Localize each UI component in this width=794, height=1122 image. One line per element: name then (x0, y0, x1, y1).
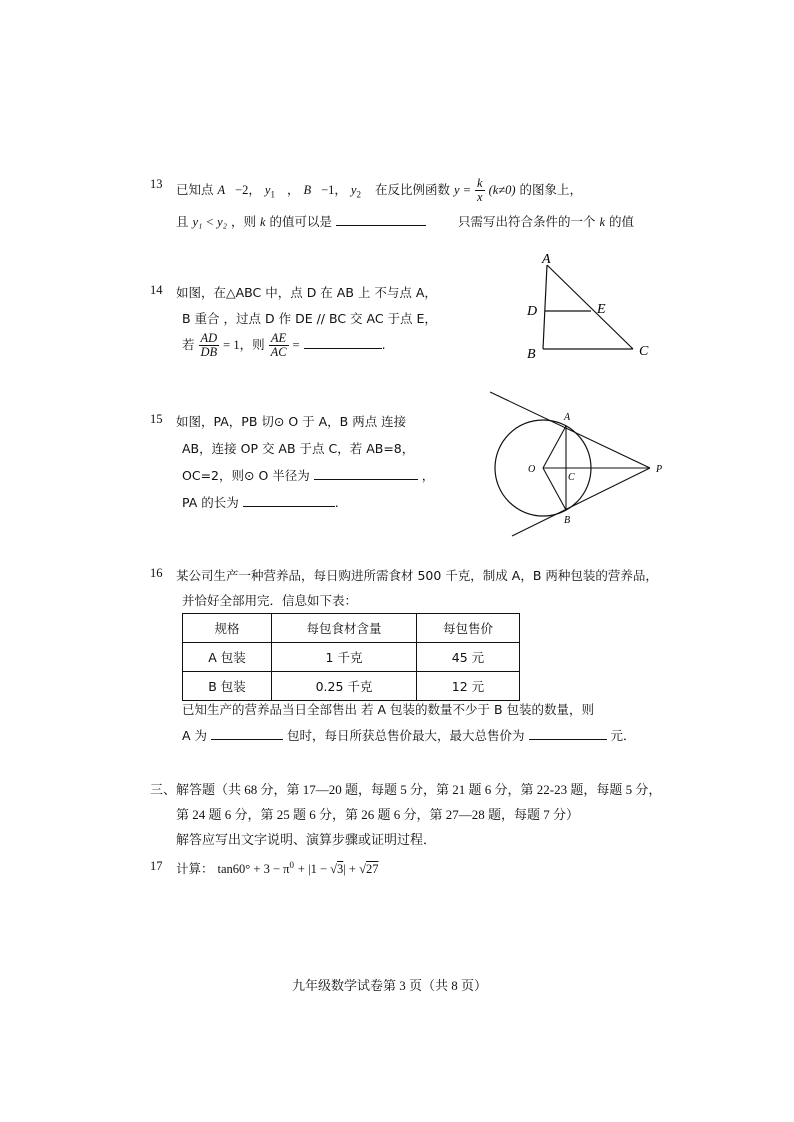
q16-text-a: A 为 (182, 728, 208, 743)
table-header-cell: 规格 (183, 614, 272, 643)
q16-text-c: 元． (610, 728, 636, 743)
q17-exponent: 0 (289, 859, 294, 870)
q14-text-if: 若 (182, 337, 195, 352)
q14-eq2: = (292, 338, 300, 352)
q15-tangent-pb (512, 468, 650, 536)
q14-triangle-figure (515, 245, 665, 365)
q13-answer-blank[interactable] (336, 213, 426, 226)
q13-k: k (259, 215, 266, 229)
q14-line1: 如图，在△ABC 中，点 D 在 AB 上 不与点 A， (176, 285, 437, 300)
q13-y2: y (350, 183, 357, 197)
q13-text-d: 且 (176, 214, 189, 229)
q16-text-b: 包时，每日所获总售价最大，最大总售价为 (287, 728, 525, 743)
q15-label-p: P (656, 464, 663, 475)
page-footer: 九年级数学试卷第 3 页（共 8 页） (292, 978, 488, 993)
q13-func-den: x (477, 190, 483, 204)
q13-inequality: y₁ < y₂ (192, 215, 227, 229)
q15-label-c: C (568, 472, 575, 483)
sqrt-icon: √ (359, 862, 366, 876)
q16-total-blank[interactable] (529, 727, 607, 740)
q13-point-b: B (303, 183, 312, 197)
q14-label-a: A (542, 252, 551, 267)
table-cell: B 包装 (183, 672, 272, 701)
q13-point-a: A (217, 183, 226, 197)
q14-frac2-den: AC (270, 345, 287, 359)
section3-instructions: 解答应写出文字说明、演算步骤或证明过程． (176, 832, 437, 847)
q14-line2: B 重合 ，过点 D 作 DE // BC 交 AC 于点 E， (182, 311, 437, 326)
q15-label-a: A (564, 412, 571, 423)
q14-label-c: C (639, 344, 649, 359)
section3-scoring: 第 24 题 6 分，第 25 题 6 分，第 26 题 6 分，第 27—28 题，每题 7 分） (176, 807, 580, 822)
q16-number: 16 (150, 566, 163, 580)
q14-line3 (182, 332, 386, 359)
q15-radius-blank[interactable] (314, 467, 418, 480)
q14-fraction-2 (269, 332, 289, 359)
q13-k-2: k (599, 215, 606, 229)
q14-label-b: B (527, 347, 536, 362)
q16-quantity-blank[interactable] (211, 727, 283, 740)
q15-line3 (182, 466, 434, 484)
q17-expr-c: | + (343, 862, 360, 876)
q13-text: 已知点 (176, 182, 214, 197)
q13-coord-b: −1， (321, 183, 347, 197)
q14-answer-blank[interactable] (304, 336, 382, 349)
q13-line2 (176, 212, 634, 230)
q13-func-fraction (475, 177, 485, 204)
q13-text-h: 的值 (609, 214, 635, 229)
table-row (183, 643, 520, 672)
q15-radius-oa (543, 426, 566, 468)
q16-line3: 已知生产的营养品当日全部售出 若 A 包装的数量不少于 B 包装的数量，则 (182, 702, 594, 717)
q13-func-lhs: y = (453, 183, 472, 197)
q13-number: 13 (150, 177, 163, 191)
q17-number: 17 (150, 859, 163, 873)
q15-label-o: O (528, 464, 536, 475)
q13-text-b: 在反比例函数 (374, 182, 450, 197)
q13-sep: ， (286, 182, 300, 197)
q14-period: . (381, 337, 386, 352)
q13-text-f: 的值可以是 (269, 214, 333, 229)
q15-radius-ob (543, 468, 566, 510)
q14-number: 14 (150, 283, 163, 297)
q14-frac2-num: AE (269, 332, 289, 346)
table-header-cell: 每包食材含量 (272, 614, 417, 643)
q14-label-e: E (597, 302, 606, 317)
q13-func-num: k (477, 176, 483, 190)
q15-text-c: PA 的长为 (182, 495, 239, 510)
q16-packaging-table (182, 613, 520, 701)
q14-frac1-num: AD (200, 331, 218, 345)
q13-y1: y (264, 183, 271, 197)
q13-func-cond: (k≠0) (488, 183, 516, 197)
q13-y1-sub: 1 (270, 189, 275, 200)
q14-side-ab (543, 265, 547, 349)
q15-text-a: OC=2，则⊙ O 半径为 (182, 468, 310, 483)
q13-y2-sub: 2 (356, 189, 361, 200)
table-cell: 1 千克 (272, 643, 417, 672)
q14-label-d: D (527, 304, 538, 319)
table-cell: 45 元 (417, 643, 520, 672)
table-header-cell: 每包售价 (417, 614, 520, 643)
q15-line1: 如图，PA，PB 切⊙ O 于 A，B 两点 连接 (176, 414, 407, 429)
q14-side-ac (547, 265, 633, 349)
q17-label: 计算： (176, 861, 214, 876)
q13-text-e: ，则 (230, 214, 256, 229)
q17-sqrt3: 3 (337, 862, 344, 876)
q17-expr-a: tan60° + 3 − π (217, 862, 290, 876)
table-cell: A 包装 (183, 643, 272, 672)
q15-line2: AB，连接 OP 交 AB 于点 C，若 AB=8， (182, 441, 415, 456)
q13-text-g: 只需写出符合条件的一个 (458, 214, 596, 229)
section3-heading: 三、解答题（共 68 分，第 17—20 题，每题 5 分，第 21 题 6 分，第 22-23 题，每题 5 分， (150, 782, 662, 797)
q17-expression (176, 859, 378, 877)
q15-text-d: . (334, 495, 339, 510)
q17-expr-b: + |1 − (297, 862, 331, 876)
q15-line4 (182, 493, 339, 511)
table-header-row (183, 614, 520, 643)
q15-label-b: B (564, 515, 571, 526)
sqrt-icon: √ (330, 862, 338, 876)
table-cell: 0.25 千克 (272, 672, 417, 701)
q15-number: 15 (150, 412, 163, 426)
q13-text-c: 的图象上， (519, 182, 583, 197)
q13-line1 (176, 177, 582, 204)
q15-pa-blank[interactable] (243, 494, 335, 507)
q14-frac1-den: DB (200, 345, 218, 359)
q16-line1: 某公司生产一种营养品，每日购进所需食材 500 千克，制成 A，B 两种包装的营养品， (176, 568, 658, 583)
q16-line2: 并恰好全部用完．信息如下表： (182, 593, 358, 608)
table-row (183, 672, 520, 701)
q15-text-b: ， (421, 468, 435, 483)
q16-line4 (182, 726, 636, 744)
q15-circle-figure (490, 388, 675, 538)
q17-sqrt27: 27 (365, 862, 379, 876)
table-cell: 12 元 (417, 672, 520, 701)
q14-fraction-1 (199, 332, 220, 359)
q14-eq1: = 1，则 (223, 338, 265, 352)
q13-coord-a: −2， (235, 183, 261, 197)
